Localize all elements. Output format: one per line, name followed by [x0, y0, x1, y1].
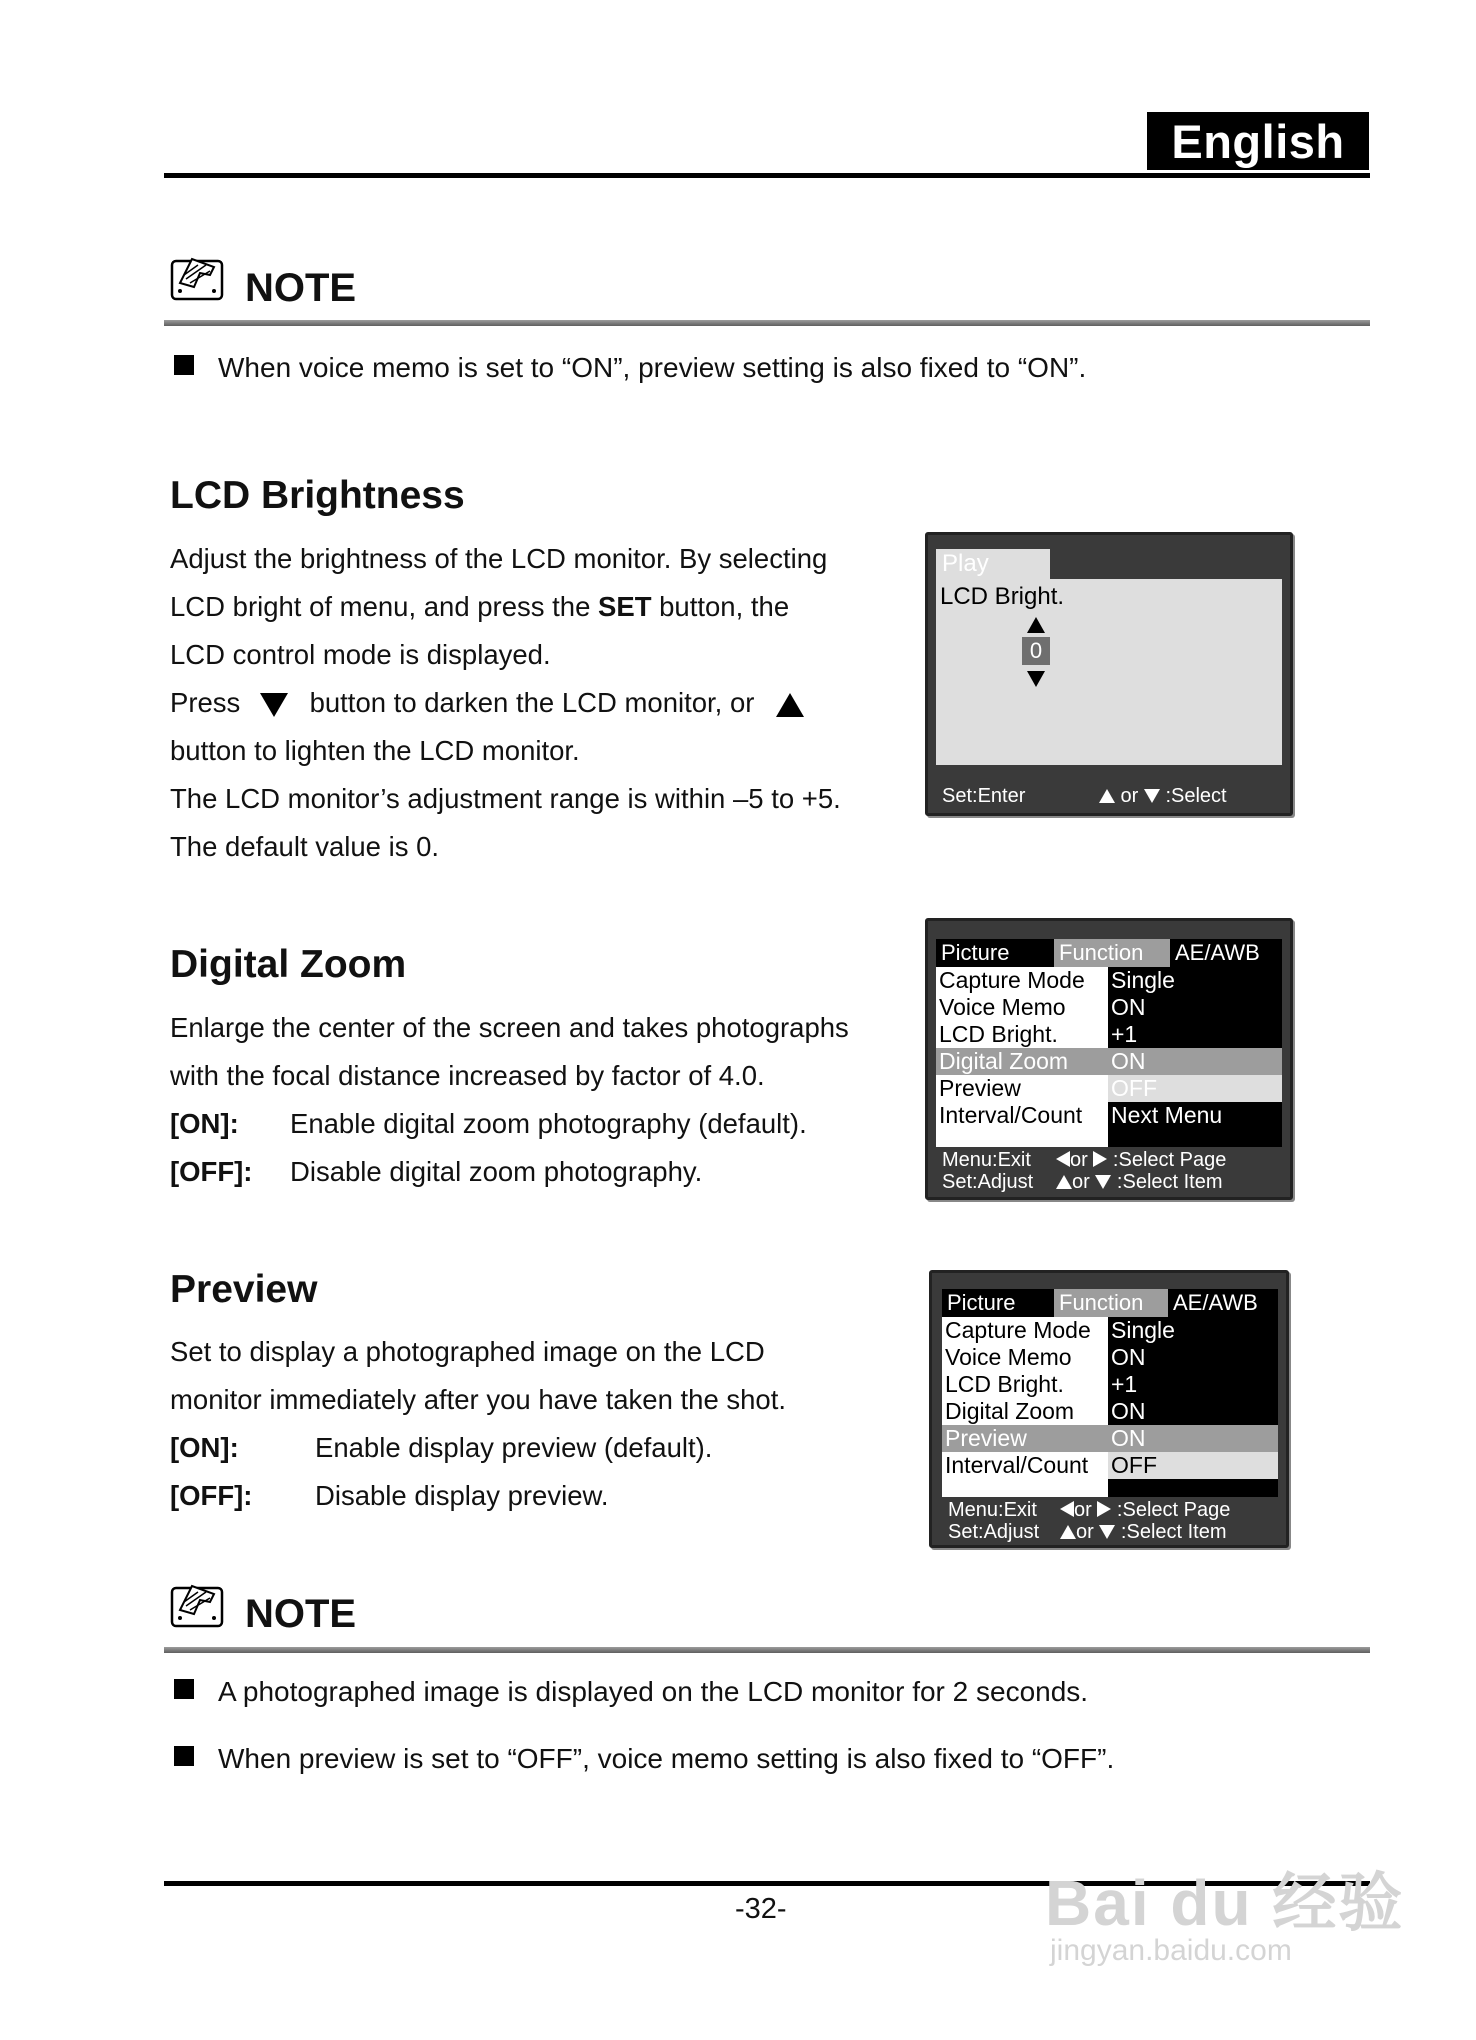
up-icon [1056, 1175, 1072, 1189]
option-desc: Disable display preview. [315, 1480, 609, 1511]
section-heading-lcd-brightness: LCD Brightness [170, 474, 465, 517]
body-line: Enlarge the center of the screen and takes photographs [170, 1012, 849, 1043]
bullet-square [174, 1679, 194, 1699]
option-desc: Enable display preview (default). [315, 1432, 713, 1463]
option-key: [ON]: [170, 1432, 239, 1463]
menu-value: Next Menu [1111, 1102, 1223, 1128]
menu-label: LCD Bright. [939, 1021, 1058, 1047]
menu-body [936, 967, 1282, 1147]
option-key: [ON]: [170, 1108, 239, 1139]
digital-zoom-body [170, 1004, 890, 1196]
lcd-bright-panel [936, 579, 1282, 765]
menu-label: Digital Zoom [945, 1398, 1075, 1424]
lcd-bright-screen [925, 532, 1293, 816]
down-icon [1099, 1525, 1115, 1539]
right-icon [1097, 1501, 1111, 1517]
up-arrow-icon [776, 693, 804, 717]
set-button-ref: SET [598, 591, 652, 622]
bullet-square [174, 1746, 194, 1766]
left-icon [1060, 1501, 1074, 1517]
note-item: A photographed image is displayed on the LCD monitor for 2 seconds. [218, 1676, 1089, 1707]
menu-tabs [942, 1289, 1278, 1317]
option-row [170, 1424, 890, 1472]
menu-value: ON [1111, 1398, 1146, 1424]
option-row [170, 1100, 890, 1148]
body-line: LCD bright of menu, and press the SET button, the [170, 591, 790, 622]
tab-ae-awb: AE/AWB [1170, 939, 1282, 967]
option-row [170, 1472, 890, 1520]
tab-picture: Picture [936, 939, 1054, 967]
body-line: Set to display a photographed image on the LCD [170, 1336, 765, 1367]
page-number: -32- [735, 1893, 787, 1925]
menu-footer: Menu:Exit or :Select Page Set:Adjust or :Select Item [948, 1499, 1231, 1543]
section-heading-digital-zoom: Digital Zoom [170, 943, 407, 986]
menu-label: Interval/Count [945, 1452, 1089, 1478]
lcd-bright-label: LCD Bright. [940, 583, 1065, 610]
decrease-arrow-icon [1027, 671, 1045, 687]
left-icon [1056, 1151, 1070, 1167]
body-line: LCD control mode is displayed. [170, 639, 551, 670]
menu-body [942, 1317, 1278, 1497]
tab-ae-awb: AE/AWB [1168, 1289, 1278, 1317]
menu-footer: Menu:Exit or :Select Page Set:Adjust or :Select Item [942, 1149, 1227, 1193]
body-line: button to lighten the LCD monitor. [170, 735, 580, 766]
menu-label: Interval/Count [939, 1102, 1083, 1128]
screen-footer: Set:Enter or :Select [942, 785, 1227, 807]
menu-value: +1 [1111, 1371, 1138, 1397]
menu-tabs [936, 939, 1282, 967]
menu-labels [936, 967, 1108, 1147]
menu-label: Voice Memo [939, 994, 1066, 1020]
option-key: [OFF]: [170, 1156, 253, 1187]
menu-value: OFF [1108, 1075, 1282, 1102]
menu-label: LCD Bright. [945, 1371, 1064, 1397]
watermark-logo: Bai du 经验 [1045, 1867, 1405, 1939]
note-item: When voice memo is set to “ON”, preview setting is also fixed to “ON”. [218, 352, 1087, 383]
brightness-value: 0 [1022, 637, 1050, 665]
menu-value: Single [1111, 1317, 1175, 1343]
down-icon [1095, 1175, 1111, 1189]
right-icon [1093, 1151, 1107, 1167]
menu-labels [942, 1317, 1108, 1497]
menu-value: OFF [1108, 1452, 1278, 1479]
lcd-brightness-body [170, 535, 890, 871]
tab-picture: Picture [942, 1289, 1054, 1317]
increase-arrow-icon [1027, 617, 1045, 633]
language-badge: English [1147, 112, 1369, 170]
option-key: [OFF]: [170, 1480, 253, 1511]
menu-label-selected: Digital Zoom [936, 1048, 1108, 1075]
body-line: The default value is 0. [170, 831, 440, 862]
preview-body [170, 1328, 890, 1520]
menu-value-selected: ON [1108, 1425, 1278, 1452]
down-arrow-icon [260, 693, 288, 717]
digital-zoom-menu-screen [925, 918, 1293, 1200]
play-tab: Play [936, 549, 1050, 579]
option-desc: Disable digital zoom photography. [290, 1156, 703, 1187]
up-icon [1060, 1525, 1076, 1539]
preview-menu-screen [929, 1270, 1289, 1548]
menu-label: Preview [939, 1075, 1021, 1101]
header-rule [164, 173, 1370, 178]
up-icon [1099, 789, 1115, 803]
body-line: Press button to darken the LCD monitor, or [170, 679, 890, 727]
note-title: NOTE [245, 266, 357, 310]
bullet-square [174, 355, 194, 375]
body-line: Adjust the brightness of the LCD monitor. By selecting [170, 543, 828, 574]
note-hand-icon [170, 1580, 224, 1628]
note-rule [164, 320, 1370, 326]
tab-function: Function [1054, 1289, 1168, 1317]
note-hand-icon [170, 253, 224, 301]
menu-label: Capture Mode [939, 967, 1085, 993]
menu-value-selected: ON [1108, 1048, 1282, 1075]
menu-value: ON [1111, 994, 1146, 1020]
menu-value: +1 [1111, 1021, 1138, 1047]
note-item: When preview is set to “OFF”, voice memo setting is also fixed to “OFF”. [218, 1743, 1115, 1774]
note-rule [164, 1647, 1370, 1653]
note-title: NOTE [245, 1592, 357, 1636]
option-row [170, 1148, 890, 1196]
menu-label-selected: Preview [942, 1425, 1108, 1452]
watermark-url: jingyan.baidu.com [1050, 1934, 1292, 1967]
menu-value: Single [1111, 967, 1175, 993]
menu-value: ON [1111, 1344, 1146, 1370]
menu-label: Capture Mode [945, 1317, 1091, 1343]
down-icon [1144, 789, 1160, 803]
body-line: The LCD monitor’s adjustment range is within –5 to +5. [170, 783, 841, 814]
body-line: monitor immediately after you have taken the shot. [170, 1384, 787, 1415]
option-desc: Enable digital zoom photography (default). [290, 1108, 807, 1139]
menu-values [1108, 967, 1282, 1147]
menu-values [1108, 1317, 1278, 1497]
body-line: with the focal distance increased by factor of 4.0. [170, 1060, 765, 1091]
menu-label: Voice Memo [945, 1344, 1072, 1370]
tab-function: Function [1054, 939, 1170, 967]
section-heading-preview: Preview [170, 1268, 318, 1311]
